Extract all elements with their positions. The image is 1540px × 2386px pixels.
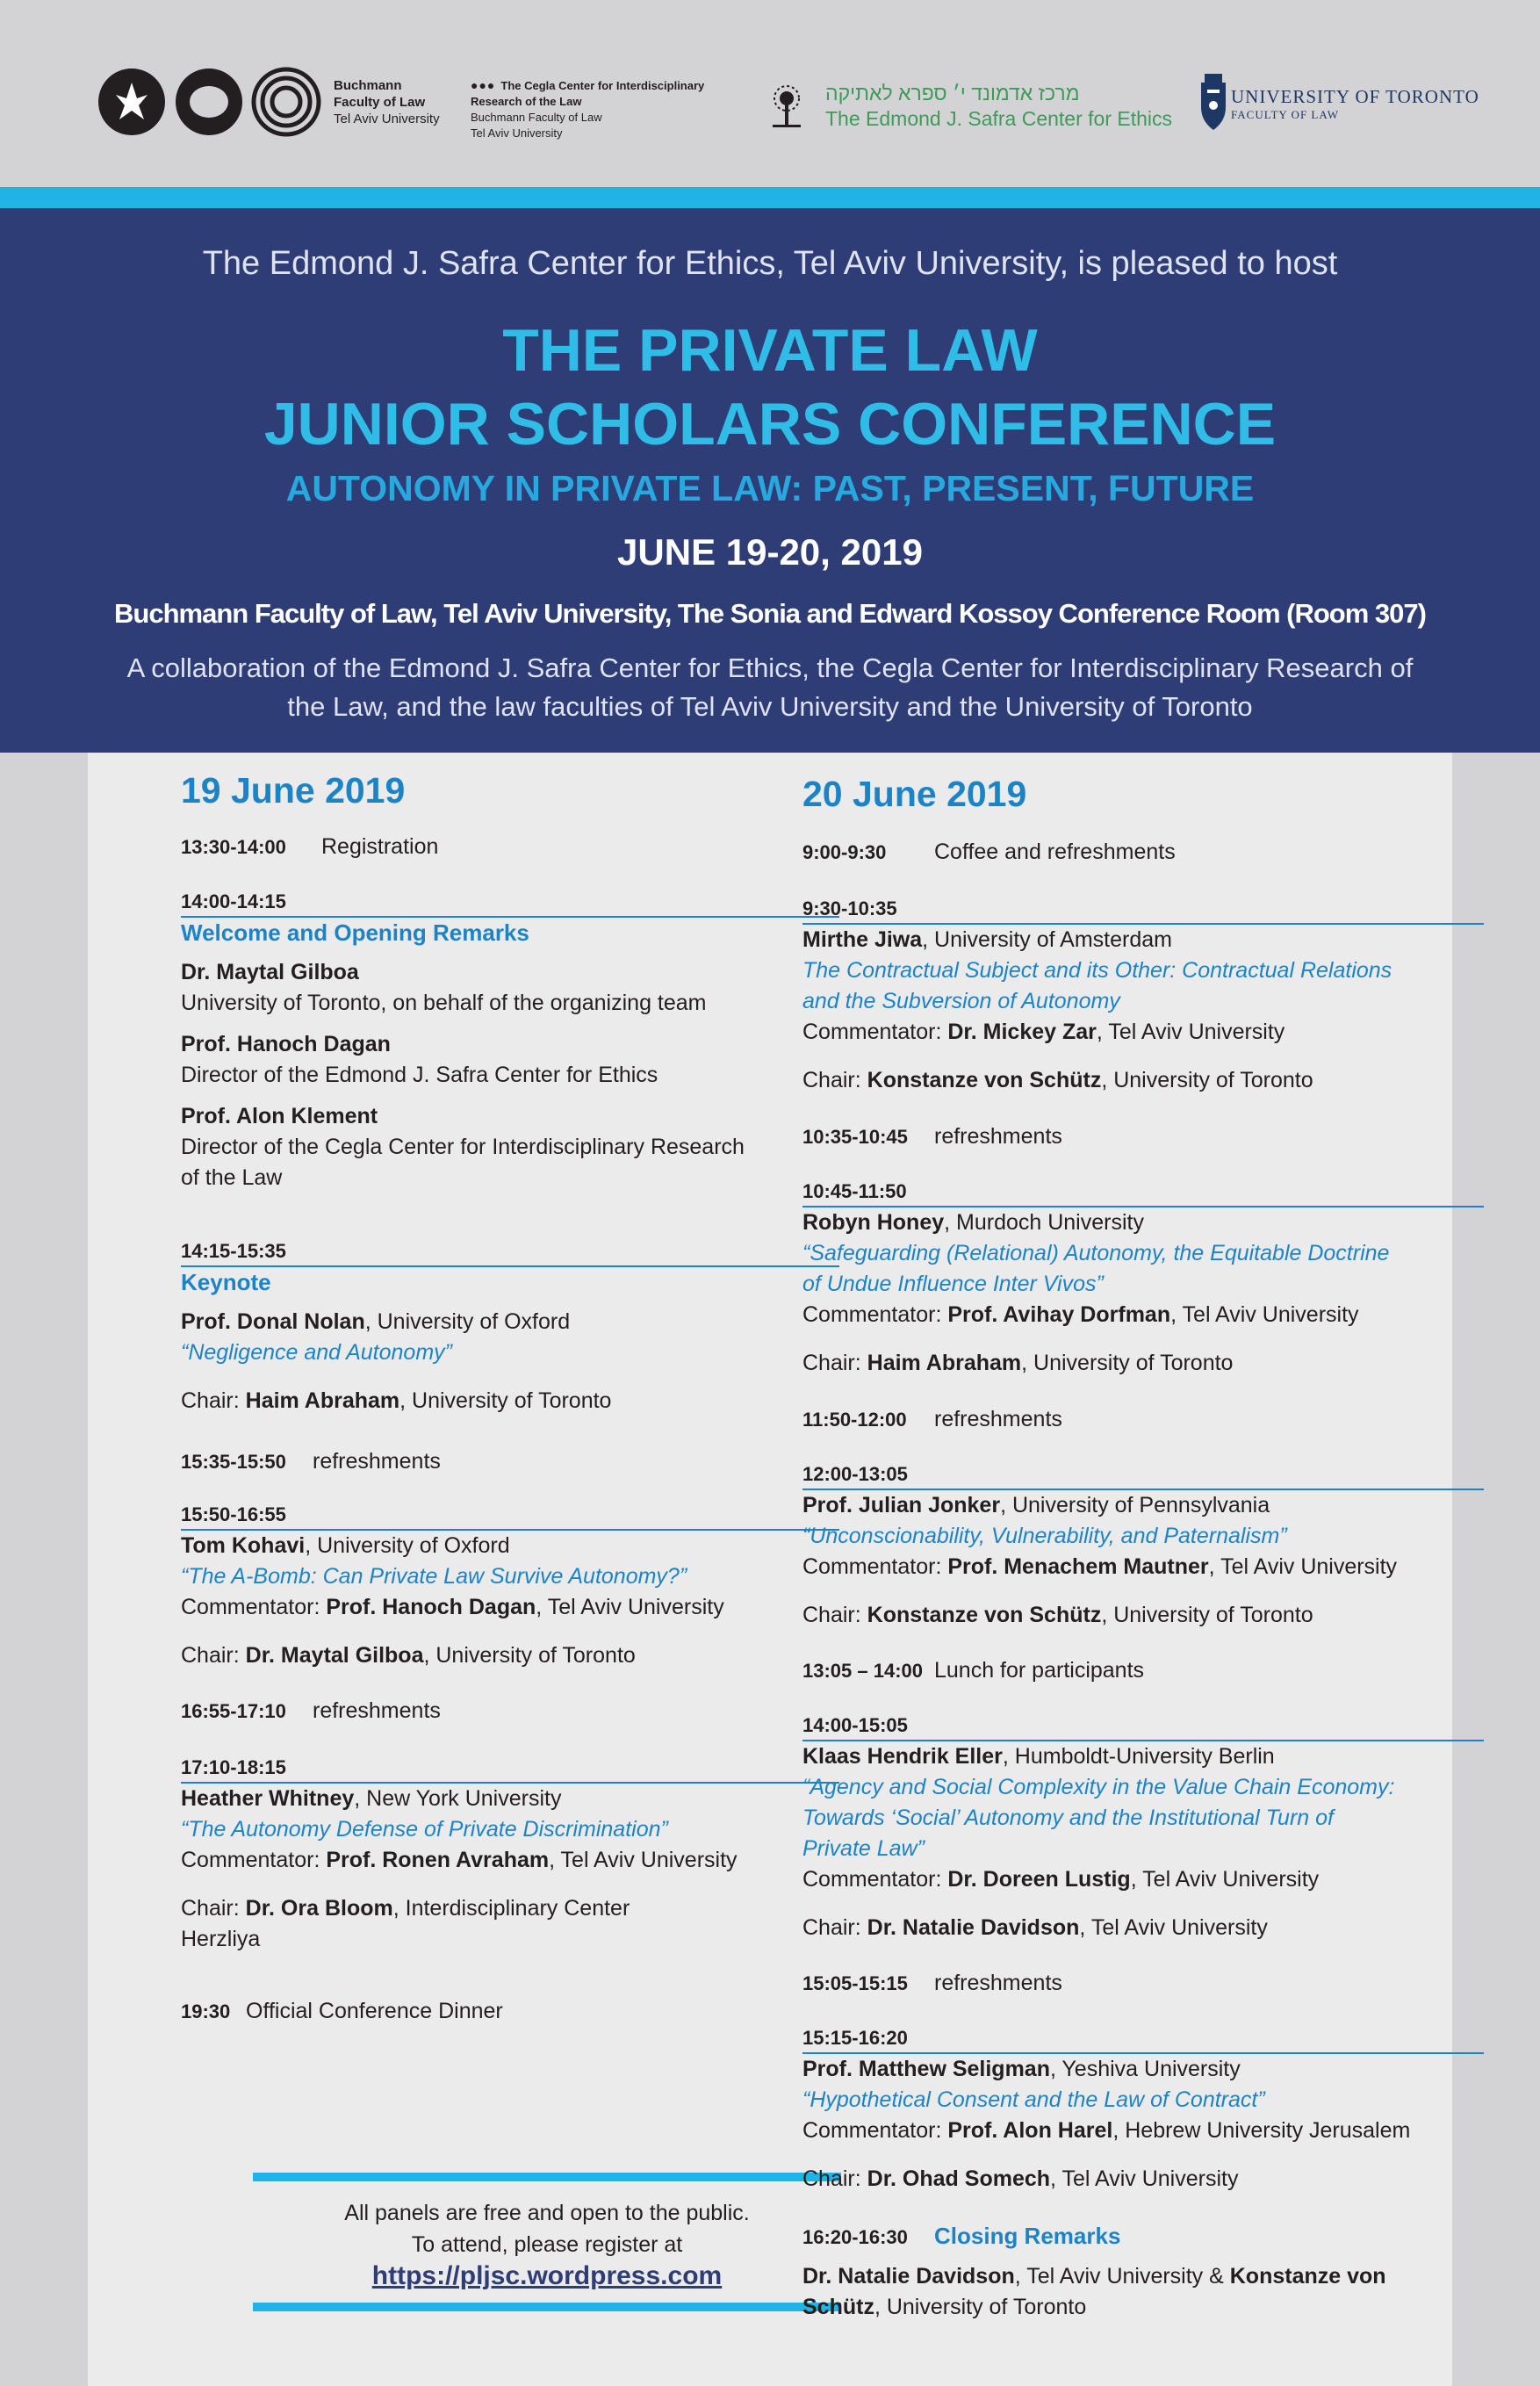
- commentator-name: Prof. Hanoch Dagan: [326, 1595, 536, 1619]
- chair-label: Chair:: [181, 1643, 246, 1668]
- tau-logo-line2: Faculty of Law: [334, 95, 426, 110]
- day1-opening: [181, 888, 839, 1193]
- speaker-name: Prof. Julian Jonker: [802, 1493, 1001, 1517]
- talk-title: “The Autonomy Defense of Private Discrimination”: [181, 1817, 668, 1842]
- day2-lunch: [802, 1655, 1484, 1686]
- time-slot: 16:55-17:10: [181, 1700, 286, 1722]
- day2-coffee: [802, 837, 1484, 868]
- chair-name: Haim Abraham: [245, 1388, 400, 1413]
- day1-break1: [181, 1446, 839, 1477]
- logo-bar: [0, 0, 1540, 186]
- time-slot: 13:30-14:00: [181, 836, 286, 858]
- day1-registration: [181, 832, 839, 862]
- program-panel: [88, 753, 1452, 2386]
- time-slot: 10:35-10:45: [802, 1126, 908, 1148]
- commentator-label: Commentator:: [802, 2118, 948, 2143]
- uoft-crest-icon: [1199, 72, 1227, 135]
- safra-logo-text: [825, 81, 1172, 132]
- commentator-label: Commentator:: [181, 1595, 327, 1619]
- commentator-affiliation: , Hebrew University Jerusalem: [1112, 2118, 1411, 2143]
- speaker-role: of the Law: [181, 1165, 283, 1190]
- register-bar-top: [253, 2173, 841, 2181]
- commentator-name: Prof. Alon Harel: [947, 2118, 1113, 2143]
- registration-box: [253, 2173, 841, 2311]
- cegla-line3: Buchmann Faculty of Law: [471, 111, 602, 124]
- time-slot: 15:35-15:50: [181, 1451, 286, 1473]
- tau-logo-text: [334, 77, 440, 127]
- uoft-line2: FACULTY OF LAW: [1231, 108, 1339, 121]
- safra-tree-icon: [760, 81, 813, 130]
- commentator-label: Commentator:: [802, 1554, 948, 1579]
- title-line1: THE PRIVATE LAW: [502, 317, 1038, 384]
- time-slot: 11:50-12:00: [802, 1409, 907, 1431]
- talk-title-cont: of Undue Influence Inter Vivos”: [802, 1272, 1104, 1296]
- commentator-name: Dr. Mickey Zar: [947, 1020, 1097, 1044]
- speaker-role: Director of the Cegla Center for Interdisciplinary Research: [181, 1135, 745, 1159]
- time-slot: 9:00-9:30: [802, 841, 887, 863]
- tau-circles-logo: [97, 67, 325, 137]
- time-slot: 14:00-15:05: [802, 1712, 1484, 1741]
- speaker-name: Prof. Matthew Seligman: [802, 2057, 1050, 2081]
- chair-name: Dr. Ohad Somech: [867, 2166, 1051, 2191]
- speaker-name-cont: Schütz: [802, 2295, 874, 2319]
- commentator-label: Commentator:: [802, 1867, 948, 1892]
- time-slot: 13:05 – 14:00: [802, 1660, 923, 1682]
- day2-session5: [802, 2024, 1484, 2195]
- dinner-label: Official Conference Dinner: [246, 1999, 503, 2023]
- speaker-name: Dr. Natalie Davidson: [802, 2264, 1015, 2289]
- speaker-name: Prof. Hanoch Dagan: [181, 1032, 391, 1056]
- day2-session1: [802, 895, 1484, 1096]
- chair-label: Chair:: [181, 1896, 246, 1921]
- day1-title: 19 June 2019: [181, 770, 406, 811]
- title-line2: JUNIOR SCHOLARS CONFERENCE: [263, 391, 1277, 458]
- speaker-affiliation: , University of Toronto: [874, 2295, 1087, 2319]
- time-slot: 15:15-16:20: [802, 2024, 1484, 2054]
- banner: [0, 208, 1540, 753]
- break-label: refreshments: [934, 1971, 1062, 1995]
- safra-hebrew: מרכז אדמונד י׳ ספרא לאתיקה: [825, 82, 1080, 105]
- chair-label: Chair:: [802, 1915, 867, 1940]
- speaker-affiliation: , New York University: [354, 1786, 562, 1811]
- day2-title: 20 June 2019: [802, 774, 1027, 814]
- time-slot: 9:30-10:35: [802, 895, 1484, 925]
- commentator-label: Commentator:: [802, 1302, 948, 1327]
- time-slot: 12:00-13:05: [802, 1460, 1484, 1490]
- chair-affiliation: , University of Toronto: [423, 1643, 636, 1668]
- session-heading: Welcome and Opening Remarks: [181, 919, 529, 946]
- cegla-line1: The Cegla Center for Interdisciplinary: [500, 79, 705, 92]
- commentator-name: Dr. Doreen Lustig: [947, 1867, 1131, 1892]
- chair-name: Dr. Ora Bloom: [245, 1896, 393, 1921]
- talk-title: “The A-Bomb: Can Private Law Survive Autonomy?”: [181, 1564, 687, 1589]
- day2-session3: [802, 1460, 1484, 1631]
- break-label: refreshments: [934, 1407, 1062, 1431]
- day2-break1: [802, 1121, 1484, 1152]
- time-slot: 15:05-15:15: [802, 1972, 908, 1994]
- talk-title: “Agency and Social Complexity in the Value Chain Economy:: [802, 1775, 1395, 1799]
- commentator-affiliation: , Tel Aviv University: [549, 1848, 738, 1872]
- speaker-affiliation: , Tel Aviv University &: [1014, 2264, 1230, 2289]
- chair-label: Chair:: [802, 1351, 867, 1375]
- collaboration-note: A collaboration of the Edmond J. Safra Center for Ethics, the Cegla Center for Interdisciplinary Research of the Law, and the law faculties of Tel Aviv University and the University of Toronto: [126, 652, 1414, 722]
- day2-closing: [802, 2221, 1484, 2323]
- uoft-line1: UNIVERSITY OF TORONTO: [1231, 86, 1479, 107]
- commentator-affiliation: , Tel Aviv University: [536, 1595, 724, 1619]
- speaker-affiliation: , Murdoch University: [944, 1210, 1144, 1235]
- conference-title: [0, 314, 1540, 461]
- time-slot: 10:45-11:50: [802, 1178, 1484, 1207]
- time-slot: 17:10-18:15: [181, 1754, 839, 1784]
- speaker-affiliation: , University of Pennsylvania: [1000, 1493, 1270, 1517]
- coffee-label: Coffee and refreshments: [934, 840, 1176, 864]
- conference-subtitle: AUTONOMY IN PRIVATE LAW: PAST, PRESENT, FUTURE: [285, 468, 1255, 508]
- registration-label: Registration: [321, 834, 439, 859]
- break-label: refreshments: [934, 1124, 1062, 1149]
- conference-venue: Buchmann Faculty of Law, Tel Aviv University, The Sonia and Edward Kossoy Conference Room (Room 307): [114, 598, 1426, 629]
- speaker-name: Prof. Donal Nolan: [181, 1309, 365, 1334]
- commentator-affiliation: , Tel Aviv University: [1170, 1302, 1359, 1327]
- talk-title: “Safeguarding (Relational) Autonomy, the Equitable Doctrine: [802, 1241, 1390, 1265]
- speaker-affiliation: , Yeshiva University: [1049, 2057, 1241, 2081]
- cegla-dots-icon: ●●●: [471, 78, 496, 92]
- day2-column: [802, 753, 1484, 2386]
- cyan-stripe: [0, 187, 1540, 208]
- day1-keynote: [181, 1237, 839, 1416]
- day1-session3: [181, 1754, 839, 1955]
- chair-affiliation: , Interdisciplinary Center: [392, 1896, 630, 1921]
- day1-column: [181, 753, 839, 2386]
- host-line: The Edmond J. Safra Center for Ethics, Tel Aviv University, is pleased to host: [202, 245, 1338, 282]
- uoft-logo-text: [1231, 86, 1479, 122]
- commentator-label: Commentator:: [181, 1848, 327, 1872]
- day1-break2: [181, 1696, 839, 1726]
- chair-name: Konstanze von Schütz: [867, 1068, 1102, 1092]
- talk-title: “Hypothetical Consent and the Law of Contract”: [802, 2087, 1265, 2112]
- session-heading: Closing Remarks: [934, 2223, 1121, 2249]
- time-slot: 19:30: [181, 2000, 231, 2022]
- speaker-name: Konstanze von: [1229, 2264, 1386, 2289]
- speaker-affiliation: , Humboldt-University Berlin: [1002, 1744, 1275, 1769]
- day2-break2: [802, 1404, 1484, 1435]
- lunch-label: Lunch for participants: [934, 1658, 1145, 1683]
- cegla-line4: Tel Aviv University: [471, 126, 563, 140]
- commentator-name: Prof. Menachem Mautner: [947, 1554, 1209, 1579]
- register-line1: All panels are free and open to the public.: [344, 2201, 750, 2225]
- chair-label: Chair:: [802, 1068, 867, 1092]
- chair-affiliation: , University of Toronto: [399, 1388, 612, 1413]
- talk-title: The Contractual Subject and its Other: Contractual Relations: [802, 958, 1392, 983]
- register-line2: To attend, please register at: [411, 2232, 683, 2257]
- cegla-logo: [471, 77, 704, 141]
- chair-name: Konstanze von Schütz: [867, 1603, 1102, 1627]
- day1-session2: [181, 1501, 839, 1671]
- talk-title: “Unconscionability, Vulnerability, and Paternalism”: [802, 1524, 1287, 1548]
- safra-english: The Edmond J. Safra Center for Ethics: [825, 107, 1173, 130]
- time-slot: 16:20-16:30: [802, 2226, 908, 2248]
- talk-title-cont: Towards ‘Social’ Autonomy and the Institutional Turn of: [802, 1806, 1334, 1830]
- commentator-name: Prof. Ronen Avraham: [326, 1848, 550, 1872]
- day1-dinner: [181, 1996, 839, 2027]
- commentator-affiliation: , Tel Aviv University: [1208, 1554, 1398, 1579]
- speaker-affiliation: , University of Oxford: [305, 1533, 510, 1558]
- speaker-name: Robyn Honey: [802, 1210, 945, 1235]
- chair-label: Chair:: [181, 1388, 246, 1413]
- talk-title: “Negligence and Autonomy”: [181, 1340, 452, 1365]
- tau-logo-line3: Tel Aviv University: [334, 112, 440, 126]
- commentator-name: Prof. Avihay Dorfman: [947, 1302, 1171, 1327]
- chair-affiliation: , University of Toronto: [1101, 1068, 1313, 1092]
- time-slot: 14:15-15:35: [181, 1237, 839, 1267]
- chair-label: Chair:: [802, 2166, 867, 2191]
- commentator-label: Commentator:: [802, 1020, 948, 1044]
- break-label: refreshments: [313, 1698, 441, 1723]
- tau-logo-line1: Buchmann: [334, 78, 402, 93]
- register-bar-bottom: [253, 2303, 841, 2311]
- day2-session4: [802, 1712, 1484, 1943]
- speaker-role: Director of the Edmond J. Safra Center for Ethics: [181, 1063, 658, 1087]
- speaker-name: Prof. Alon Klement: [181, 1104, 378, 1128]
- session-heading: Keynote: [181, 1269, 271, 1295]
- chair-affiliation: , Tel Aviv University: [1079, 1915, 1268, 1940]
- chair-name: Dr. Maytal Gilboa: [245, 1643, 424, 1668]
- cegla-line2: Research of the Law: [471, 95, 582, 108]
- speaker-name: Heather Whitney: [181, 1786, 355, 1811]
- commentator-affiliation: , Tel Aviv University: [1130, 1867, 1320, 1892]
- speaker-affiliation: , University of Amsterdam: [922, 927, 1172, 952]
- speaker-affiliation: , University of Oxford: [364, 1309, 571, 1334]
- chair-affiliation: , University of Toronto: [1101, 1603, 1313, 1627]
- chair-label: Chair:: [802, 1603, 867, 1627]
- time-slot: 14:00-14:15: [181, 888, 839, 918]
- time-slot: 15:50-16:55: [181, 1501, 839, 1531]
- conference-dates: JUNE 19-20, 2019: [617, 531, 923, 573]
- break-label: refreshments: [313, 1449, 441, 1474]
- day2-break3: [802, 1968, 1484, 1999]
- chair-affiliation-cont: Herzliya: [181, 1927, 261, 1951]
- speaker-name: Tom Kohavi: [181, 1533, 306, 1558]
- commentator-affiliation: , Tel Aviv University: [1096, 1020, 1285, 1044]
- speaker-name: Klaas Hendrik Eller: [802, 1744, 1003, 1769]
- talk-title-cont: and the Subversion of Autonomy: [802, 989, 1120, 1013]
- speaker-name: Mirthe Jiwa: [802, 927, 923, 952]
- talk-title-cont: Private Law”: [802, 1836, 925, 1861]
- day2-session2: [802, 1178, 1484, 1379]
- speaker-name: Dr. Maytal Gilboa: [181, 960, 359, 984]
- speaker-role: University of Toronto, on behalf of the organizing team: [181, 991, 707, 1015]
- register-link[interactable]: https://pljsc.wordpress.com: [371, 2261, 723, 2290]
- chair-name: Haim Abraham: [867, 1351, 1022, 1375]
- chair-affiliation: , University of Toronto: [1021, 1351, 1234, 1375]
- chair-name: Dr. Natalie Davidson: [867, 1915, 1080, 1940]
- chair-affiliation: , Tel Aviv University: [1050, 2166, 1239, 2191]
